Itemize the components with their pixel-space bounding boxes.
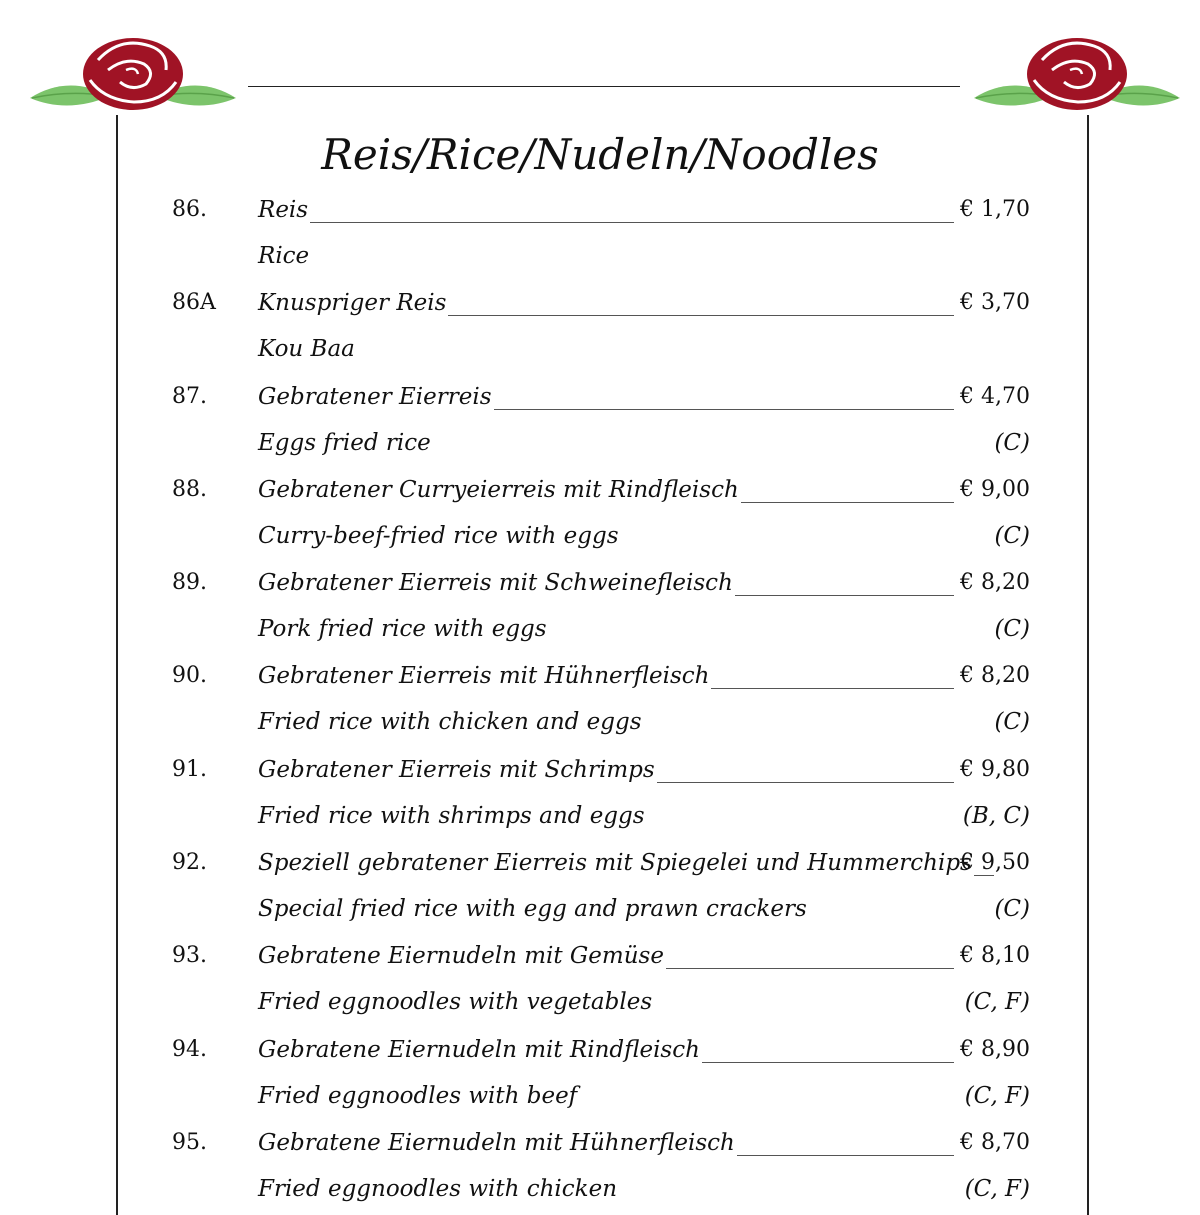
item-allergens: (C)	[994, 709, 1030, 736]
menu-item-german-line	[0, 1120, 1200, 1166]
item-name-wrap	[258, 933, 958, 979]
item-allergens: (C)	[994, 896, 1030, 923]
rose-icon	[28, 30, 238, 120]
item-number: 89.	[172, 570, 207, 596]
menu-item	[0, 1120, 1200, 1213]
menu-item-german-line	[0, 187, 1200, 233]
rose-icon	[972, 30, 1182, 120]
item-name-wrap	[258, 840, 972, 886]
item-name-german: Gebratene Eiernudeln mit Gemüse	[258, 943, 664, 970]
menu-list	[0, 187, 1200, 1213]
menu-item-english-line	[0, 606, 1200, 652]
item-name-english: Curry-beef-fried rice with eggs	[258, 522, 619, 549]
item-name-wrap	[258, 374, 958, 420]
item-name-wrap	[258, 653, 958, 699]
item-name-wrap	[258, 1027, 958, 1073]
menu-item-german-line	[0, 374, 1200, 420]
menu-item	[0, 1027, 1200, 1120]
dotted-leader	[702, 1062, 954, 1063]
item-allergens: (C, F)	[964, 989, 1030, 1016]
dotted-leader	[310, 222, 954, 223]
item-name-german: Speziell gebratener Eierreis mit Spiegelei und Hummerchips	[258, 850, 972, 877]
item-number: 92.	[172, 850, 207, 876]
item-number: 86.	[172, 197, 207, 222]
item-name-german: Gebratener Eierreis	[258, 383, 492, 410]
item-number: 91.	[172, 756, 207, 782]
dotted-leader	[494, 409, 954, 410]
item-name-english: Pork fried rice with eggs	[258, 616, 547, 643]
item-price: € 8,20	[960, 663, 1030, 689]
item-price: € 8,90	[960, 1036, 1030, 1062]
menu-item-german-line	[0, 560, 1200, 606]
menu-item-english-line	[0, 420, 1200, 466]
item-number: 93.	[172, 943, 207, 969]
menu-item-english-line	[0, 979, 1200, 1025]
menu-item-english-line	[0, 233, 1200, 279]
item-price: € 8,20	[960, 570, 1030, 596]
item-number: 87.	[172, 383, 207, 409]
menu-item	[0, 467, 1200, 560]
dotted-leader	[737, 1155, 954, 1156]
item-name-english: Special fried rice with egg and prawn crackers	[258, 896, 807, 923]
menu-item-english-line	[0, 513, 1200, 559]
item-name-english: Fried rice with shrimps and eggs	[258, 802, 645, 829]
item-allergens: (C, F)	[964, 1082, 1030, 1109]
item-number: 86A	[172, 290, 216, 316]
item-number: 90.	[172, 663, 207, 689]
item-name-german: Gebratener Eierreis mit Schrimps	[258, 756, 655, 783]
item-price: € 4,70	[960, 383, 1030, 409]
top-divider	[248, 86, 960, 87]
item-name-english: Kou Baa	[258, 336, 355, 363]
item-allergens: (C, F)	[964, 1175, 1030, 1202]
item-name-german: Reis	[258, 197, 309, 223]
menu-item	[0, 187, 1200, 280]
item-name-german: Gebratener Eierreis mit Hühnerfleisch	[258, 663, 710, 690]
page-title: Reis/Rice/Nudeln/Noodles	[321, 130, 879, 179]
item-name-wrap	[258, 467, 958, 513]
menu-item	[0, 653, 1200, 746]
item-name-english: Eggs fried rice	[258, 429, 431, 456]
menu-item-english-line	[0, 793, 1200, 839]
dotted-leader	[448, 315, 954, 316]
menu-item	[0, 747, 1200, 840]
item-price: € 3,70	[960, 290, 1030, 316]
item-name-german: Gebratener Eierreis mit Schweinefleisch	[258, 570, 733, 597]
item-name-wrap	[258, 280, 958, 326]
item-name-wrap	[258, 747, 958, 793]
menu-item-german-line	[0, 933, 1200, 979]
item-name-wrap	[258, 1120, 958, 1166]
item-allergens: (C)	[994, 522, 1030, 549]
item-name-german: Gebratene Eiernudeln mit Rindfleisch	[258, 1036, 700, 1063]
item-price: € 9,50	[960, 850, 1030, 876]
item-number: 88.	[172, 476, 207, 502]
item-price: € 8,10	[960, 943, 1030, 969]
item-price: € 8,70	[960, 1129, 1030, 1155]
item-name-german: Gebratene Eiernudeln mit Hühnerfleisch	[258, 1129, 735, 1156]
item-name-english: Fried rice with chicken and eggs	[258, 709, 642, 736]
dotted-leader	[657, 782, 954, 783]
dotted-leader	[711, 688, 954, 689]
item-name-english: Fried eggnoodles with vegetables	[258, 989, 653, 1016]
menu-item-german-line	[0, 653, 1200, 699]
menu-item-english-line	[0, 1073, 1200, 1119]
item-name-wrap	[258, 560, 958, 606]
item-name-english: Rice	[258, 243, 310, 269]
item-name-german: Knuspriger Reis	[258, 290, 447, 317]
menu-item-german-line	[0, 280, 1200, 326]
menu-item-english-line	[0, 886, 1200, 932]
item-allergens: (B, C)	[962, 802, 1030, 829]
item-name-english: Fried eggnoodles with beef	[258, 1082, 578, 1109]
menu-item	[0, 840, 1200, 933]
dotted-leader	[741, 502, 954, 503]
menu-item-english-line	[0, 699, 1200, 745]
menu-item	[0, 560, 1200, 653]
menu-item-german-line	[0, 1027, 1200, 1073]
menu-item-german-line	[0, 467, 1200, 513]
menu-item	[0, 933, 1200, 1026]
item-price: € 1,70	[960, 197, 1030, 222]
menu-item-english-line	[0, 326, 1200, 372]
menu-item	[0, 280, 1200, 373]
menu-item-english-line	[0, 1166, 1200, 1212]
item-price: € 9,00	[960, 476, 1030, 502]
menu-item-german-line	[0, 840, 1200, 886]
item-allergens: (C)	[994, 429, 1030, 456]
dotted-leader	[735, 595, 954, 596]
item-name-wrap	[258, 187, 958, 233]
item-name-english: Fried eggnoodles with chicken	[258, 1175, 618, 1202]
dotted-leader	[666, 968, 954, 969]
menu-item-german-line	[0, 747, 1200, 793]
item-price: € 9,80	[960, 756, 1030, 782]
menu-item	[0, 374, 1200, 467]
item-number: 95.	[172, 1129, 207, 1155]
item-name-german: Gebratener Curryeierreis mit Rindfleisch	[258, 476, 739, 503]
item-number: 94.	[172, 1036, 207, 1062]
item-allergens: (C)	[994, 616, 1030, 643]
